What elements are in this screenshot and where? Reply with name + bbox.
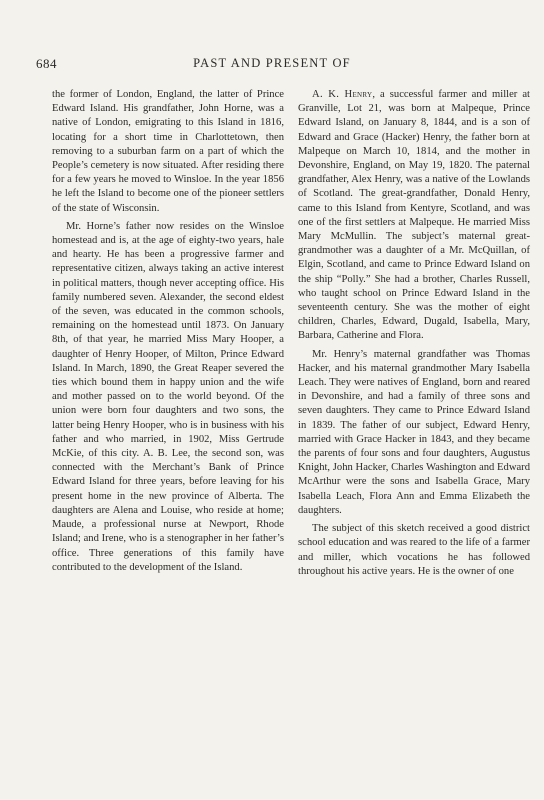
right-paragraph-3: The subject of this sketch received a good district school education and was reared to the life of a farmer and miller, which vocations he has followed throughout his active years. He is the owner of one — [298, 523, 530, 577]
right-paragraph-1-text: , a successful farmer and miller at Granville, Lot 21, was born at Malpeque, Prince Edward Island, on January 8, 1844, and is a son of Edward and Grace (Hacker) Henry, the father born at Malpeque on March 10, 1814, and the mother in Devonshire, England, on May 19, 1820. The paternal grandfather, Alex Henry, was a native of the Lowlands of Scotland. The great-grandfather, Donald Henry, came to this Island from Kentyre, Scotland, and was one of the first settlers at Malpeque. He married Miss Mary McMullin. The subject’s maternal great-grandmother was a daughter of a Mr. McQuillan, of Elgin, Scotland, and came to Prince Edward Island on the ship “Polly.” She had a brother, Charles Russell, who taught school on Prince Edward Island in the seventeenth century. She was the mother of eight children, Charles, Edward, Dugald, Isabella, Mary, Barbara, Catherine and Flora. — [298, 89, 531, 342]
left-paragraph-1: the former of London, England, the latter of Prince Edward Island. His grandfather, John Horne, was a native of London, emigrating to this Island in 1816, locating for a short time in Charlottetown, then removing to a suburban farm on a part of which the People’s cemetery is now situated. After residing there for a few years he moved to Winsloe. In the year 1856 he left the Island to become one of the pioneer settlers of the state of Wisconsin. — [52, 89, 284, 214]
right-paragraph-1 — [298, 88, 530, 344]
running-title: PAST AND PRESENT OF — [193, 56, 351, 70]
page-number: 684 — [36, 56, 57, 71]
right-paragraph-2: Mr. Henry’s maternal grandfather was Thomas Hacker, and his maternal grandmother Mary Isabella Leach. They were natives of England, born and reared in Devonshire, and had a family of three sons and seven daughters. They came to Prince Edward Island in 1839. The father of our subject, Edward Henry, married with Grace Hacker in 1843, and they became the parents of four sons and four daughters, Augustus Knight, John Hacker, Charles Washington and Edward McArthur were the sons and Isabella Grace, Mary Isabella Leach, Flora Ann and Emma Elizabeth the daughters. — [298, 348, 530, 516]
left-column — [52, 88, 284, 575]
left-paragraph-2: Mr. Horne’s father now resides on the Winsloe homestead and is, at the age of eighty-two years, hale and hearty. He has been a progressive farmer and representative citizen, always taking an active interest in political matters, though never accepting office. His family numbered seven. Alexander, the second eldest of the seven, was educated in the common schools, remaining on the homestead until 1873. On January 8th, of that year, he married Miss Mary Hooper, a daughter of Henry Hooper, of Milton, Prince Edward Island. In March, 1890, the Great Reaper severed the ties which bound them in happy union and the wife and mother passed on to the world beyond. Of the union were born four daughters and two sons, the latter being Henry Hooper, who is in business with his father and who married, in 1902, Miss Gertrude McKie, of this city. A. B. Lee, the second son, was connected with the Merchant’s Bank of Prince Edward Island for three years, before leaving for his present home in the new province of Alberta. The daughters are Alena and Louise, who reside at home; Maude, a professional nurse at Newport, Rhode Island; and Irene, who is a stenographer in her father’s office. Three generations of this family have contributed to the development of the Island. — [52, 220, 284, 573]
right-column — [298, 88, 530, 579]
subject-name: A. K. Henry — [312, 89, 373, 100]
